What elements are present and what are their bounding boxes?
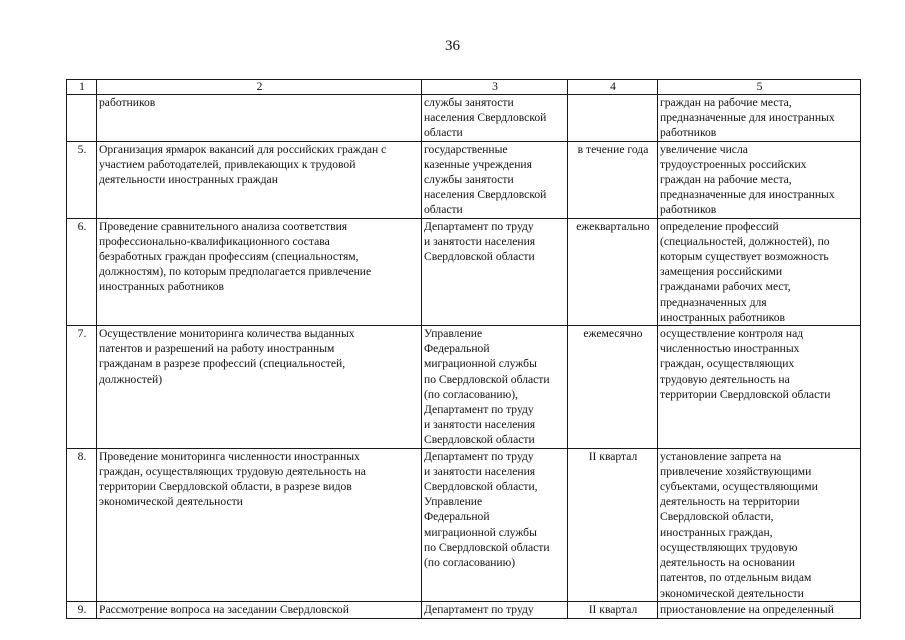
page-number: 36 — [445, 38, 460, 54]
result-cell: увеличение числа трудоустроенных российских граждан на рабочие места, предназначенные для иностранных работников — [658, 141, 861, 218]
executor-cell: Департамент по труду — [422, 601, 568, 618]
column-number-4: 4 — [568, 80, 658, 95]
measure-cell: Организация ярмарок вакансий для российских граждан с участием работодателей, привлекающих к трудовой деятельности иностранных граждан — [97, 141, 422, 218]
row-number — [67, 95, 97, 142]
measure-cell: Проведение мониторинга численности иностранных граждан, осуществляющих трудовую деятельность на территории Свердловской области, в разрезе видов экономической деятельности — [97, 448, 422, 601]
result-cell: определение профессий (специальностей, должностей), по которым существует возможность замещения российскими гражданами рабочих мест, предназначенных для иностранных работников — [658, 218, 861, 325]
result-cell: граждан на рабочие места, предназначенные для иностранных работников — [658, 95, 861, 142]
measures-table — [66, 79, 861, 619]
measure-cell: Проведение сравнительного анализа соответствия профессионально-квалификационного состава безработных граждан профессиям (специальностям, должностям), по которым предполагается привлечение иностранных работников — [97, 218, 422, 325]
table-row — [67, 601, 861, 618]
table-row — [67, 95, 861, 142]
row-number: 7. — [67, 326, 97, 449]
measure-cell: работников — [97, 95, 422, 142]
column-number-3: 3 — [422, 80, 568, 95]
table-row — [67, 326, 861, 449]
row-number: 6. — [67, 218, 97, 325]
column-number-5: 5 — [658, 80, 861, 95]
executor-cell: государственные казенные учреждения службы занятости населения Свердловской области — [422, 141, 568, 218]
term-cell: II квартал — [568, 601, 658, 618]
term-cell: в течение года — [568, 141, 658, 218]
result-cell: установление запрета на привлечение хозяйствующими субъектами, осуществляющими деятельность на территории Свердловской области, иностранных граждан, осуществляющих трудовую деятельность на основании патентов, по отдельным видам экономической деятельности — [658, 448, 861, 601]
term-cell: ежеквартально — [568, 218, 658, 325]
measure-cell: Осуществление мониторинга количества выданных патентов и разрешений на работу иностранным гражданам в разрезе профессий (специальностей, должностей) — [97, 326, 422, 449]
executor-cell: Департамент по труду и занятости населения Свердловской области — [422, 218, 568, 325]
table-row — [67, 448, 861, 601]
term-cell: II квартал — [568, 448, 658, 601]
executor-cell: службы занятости населения Свердловской области — [422, 95, 568, 142]
result-cell: приостановление на определенный — [658, 601, 861, 618]
row-number: 9. — [67, 601, 97, 618]
term-cell: ежемесячно — [568, 326, 658, 449]
row-number: 5. — [67, 141, 97, 218]
table-row — [67, 218, 861, 325]
measure-cell: Рассмотрение вопроса на заседании Свердловской — [97, 601, 422, 618]
column-number-2: 2 — [97, 80, 422, 95]
result-cell: осуществление контроля над численностью иностранных граждан, осуществляющих трудовую деятельность на территории Свердловской области — [658, 326, 861, 449]
column-number-1: 1 — [67, 80, 97, 95]
executor-cell: Управление Федеральной миграционной службы по Свердловской области (по согласованию), Департамент по труду и занятости населения Свердловской области — [422, 326, 568, 449]
executor-cell: Департамент по труду и занятости населения Свердловской области, Управление Федеральной миграционной службы по Свердловской области (по согласованию) — [422, 448, 568, 601]
table-header-row — [67, 80, 861, 95]
row-number: 8. — [67, 448, 97, 601]
table-row — [67, 141, 861, 218]
term-cell — [568, 95, 658, 142]
